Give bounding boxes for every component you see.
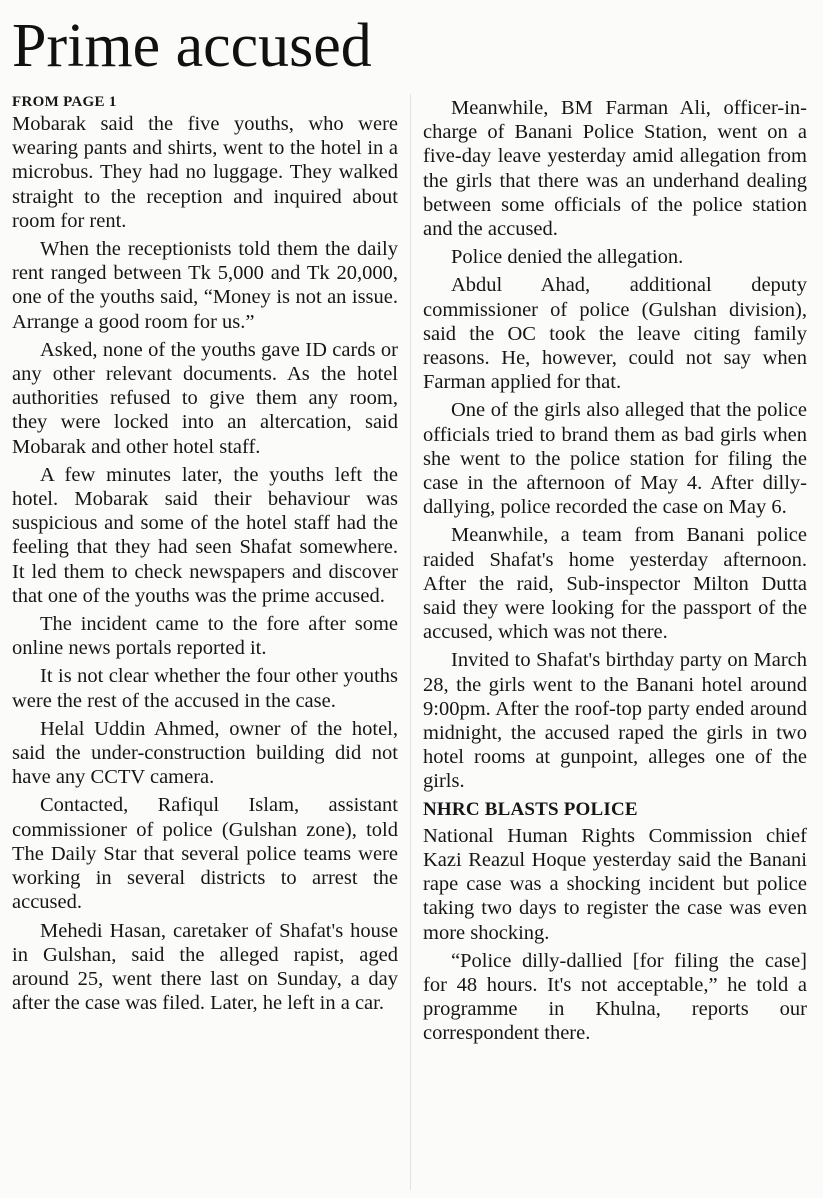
left-paragraph: The incident came to the fore after some online news portals reported it. xyxy=(12,613,398,660)
kicker: FROM PAGE 1 xyxy=(12,94,117,110)
right-paragraph: National Human Rights Commission chief Kazi Reazul Hoque yesterday said the Banani rape case was a shocking incident but police taking two days to register the case was even more shocking. xyxy=(423,824,807,944)
subhead: NHRC BLASTS POLICE xyxy=(423,798,638,820)
left-paragraph: Helal Uddin Ahmed, owner of the hotel, said the under-construction building did not have any CCTV camera. xyxy=(12,717,398,789)
right-paragraph: “Police dilly-dallied [for filing the case] for 48 hours. It's not acceptable,” he told a programme in Khulna, reports our correspondent there. xyxy=(423,949,807,1045)
left-paragraph: Asked, none of the youths gave ID cards or any other relevant documents. As the hotel authorities refused to give them any room, they were locked into an altercation, said Mobarak and other hotel staff. xyxy=(12,338,398,458)
left-column xyxy=(12,92,398,1019)
headline: Prime accused xyxy=(12,12,372,80)
right-paragraph: Police denied the allegation. xyxy=(451,246,684,269)
left-paragraph: A few minutes later, the youths left the hotel. Mobarak said their behaviour was suspicious and some of the hotel staff had the feeling that they had seen Shafat somewhere. It led them to check newspapers and discover that one of the youths was the prime accused. xyxy=(12,463,398,607)
left-paragraph: Contacted, Rafiqul Islam, assistant commissioner of police (Gulshan zone), told The Daily Star that several police teams were working in several districts to arrest the accused. xyxy=(12,794,398,914)
column-divider xyxy=(410,94,411,1190)
left-paragraph: Mehedi Hasan, caretaker of Shafat's house in Gulshan, said the alleged rapist, aged around 25, went there last on Sunday, a day after the case was filed. Later, he left in a car. xyxy=(12,919,398,1015)
right-paragraph: Meanwhile, BM Farman Ali, officer-in-charge of Banani Police Station, went on a five-day leave yesterday amid allegation from the girls that there was an underhand dealing between some officials of the police station and the accused. xyxy=(423,97,807,241)
left-paragraph: It is not clear whether the four other youths were the rest of the accused in the case. xyxy=(12,665,398,712)
right-paragraph: Meanwhile, a team from Banani police raided Shafat's home yesterday afternoon. After the raid, Sub-inspector Milton Dutta said they were looking for the passport of the accused, which was not there. xyxy=(423,524,807,644)
right-column xyxy=(423,96,807,1050)
left-paragraph: When the receptionists told them the daily rent ranged between Tk 5,000 and Tk 20,000, one of the youths said, “Money is not an issue. Arrange a good room for us.” xyxy=(12,238,398,333)
left-paragraph: Mobarak said the five youths, who were wearing pants and shirts, went to the hotel in a microbus. They had no luggage. They walked straight to the reception and inquired about room for rent. xyxy=(12,113,398,232)
right-paragraph: Invited to Shafat's birthday party on March 28, the girls went to the Banani hotel around 9:00pm. After the roof-top party ended around midnight, the accused raped the girls in two hotel rooms at gunpoint, alleges one of the girls. xyxy=(423,649,807,793)
right-paragraph: One of the girls also alleged that the police officials tried to brand them as bad girls when she went to the police station for filing the case in the afternoon of May 4. After dilly-dallying, police recorded the case on May 6. xyxy=(423,399,807,519)
right-paragraph: Abdul Ahad, additional deputy commissioner of police (Gulshan division), said the OC took the leave citing family reasons. He, however, could not say when Farman applied for that. xyxy=(423,274,807,394)
